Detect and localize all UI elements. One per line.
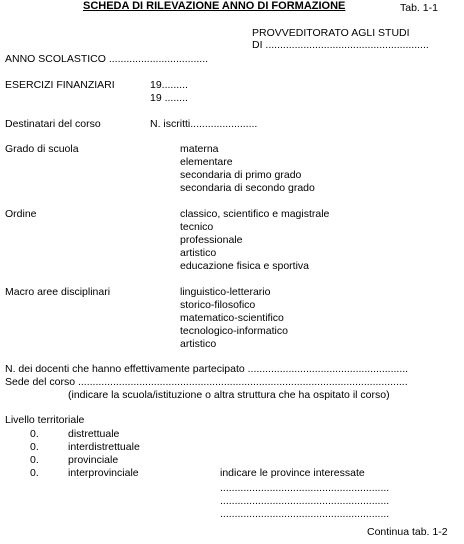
grado-option: secondaria di primo grado (180, 169, 302, 181)
grado-option: elementare (180, 156, 233, 168)
macro-option: linguistico-letterario (180, 286, 271, 298)
province-dots-line: .......................................................... (220, 482, 390, 494)
sede-hint: (indicare la scuola/istituzione o altra struttura che ha ospitato il corso) (68, 389, 390, 401)
checkbox-marker: 0. (30, 454, 39, 466)
macro-label: Macro aree disciplinari (5, 286, 111, 298)
province-dots-line: .......................................................... (220, 508, 390, 520)
table-reference: Tab. 1-1 (400, 2, 438, 14)
grado-option: materna (180, 143, 219, 155)
form-title: SCHEDA DI RILEVAZIONE ANNO DI FORMAZIONE (83, 0, 346, 12)
ordine-label: Ordine (5, 208, 37, 220)
province-note: indicare le province interessate (220, 467, 365, 479)
livello-option: provinciale (68, 454, 119, 466)
macro-option: tecnologico-informatico (180, 325, 288, 337)
destinatari-label: Destinatari del corso (5, 118, 101, 130)
grado-option: secondaria di secondo grado (180, 182, 315, 194)
livello-option: interprovinciale (68, 467, 139, 479)
esercizi-year-2: 19 ........ (150, 92, 188, 104)
esercizi-label: ESERCIZI FINANZIARI (5, 79, 115, 91)
sede-field: Sede del corso ................................................................................................................. (5, 376, 408, 388)
ordine-option: classico, scientifico e magistrale (180, 208, 330, 220)
docenti-field: N. dei docenti che hanno effettivamente partecipato ....................................................... (5, 363, 409, 375)
anno-scolastico-field: ANNO SCOLASTICO .................................. (5, 53, 209, 65)
checkbox-marker: 0. (30, 428, 39, 440)
macro-option: matematico-scientifico (180, 312, 284, 324)
provveditorato-label: PROVVEDITORATO AGLI STUDI (252, 27, 410, 39)
grado-label: Grado di scuola (5, 143, 79, 155)
iscritti-field: N. iscritti....................... (150, 118, 258, 130)
ordine-option: artistico (180, 247, 217, 259)
macro-option: storico-filosofico (180, 299, 256, 311)
ordine-option: educazione fisica e sportiva (180, 260, 309, 272)
checkbox-marker: 0. (30, 441, 39, 453)
livello-option: interdistrettuale (68, 441, 140, 453)
livello-label: Livello territoriale (5, 414, 85, 426)
province-dots-line: .......................................................... (220, 495, 390, 507)
ordine-option: professionale (180, 234, 243, 246)
macro-option: artistico (180, 338, 217, 350)
livello-option: distrettuale (68, 428, 120, 440)
ordine-option: tecnico (180, 221, 214, 233)
esercizi-year-1: 19......... (150, 79, 188, 91)
continua-footer: Continua tab. 1-2 (367, 526, 448, 538)
checkbox-marker: 0. (30, 467, 39, 479)
provveditorato-field: DI ........................................................ (252, 39, 429, 51)
